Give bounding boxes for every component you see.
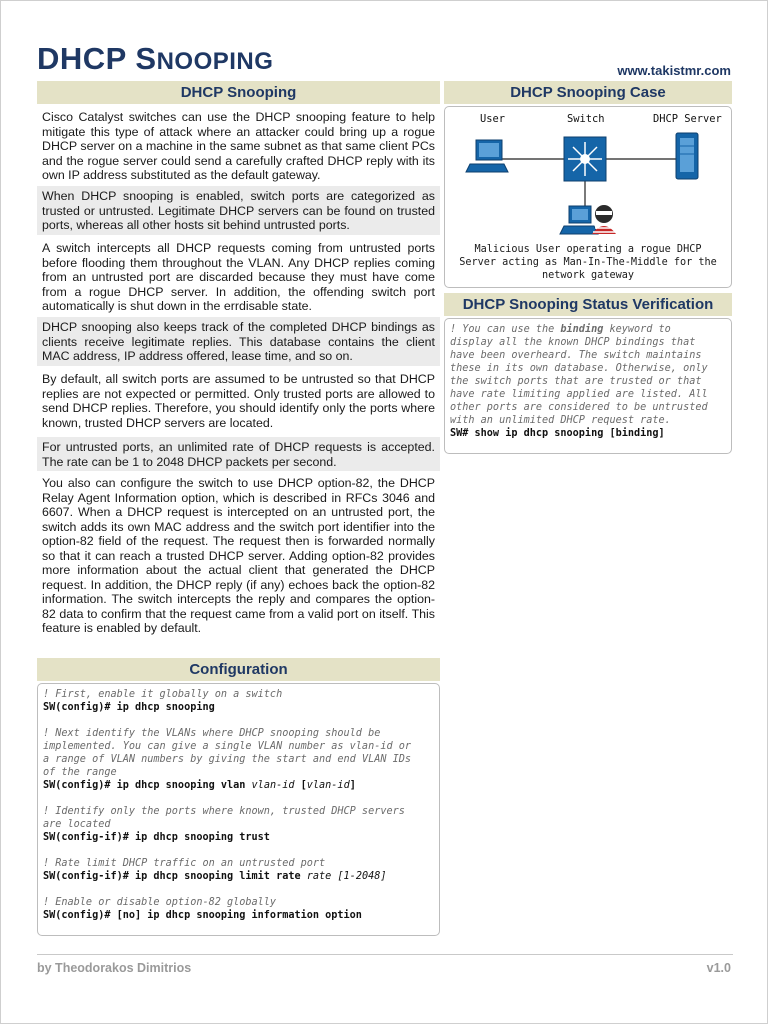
paragraph-rate: For untrusted ports, an unlimited rate of DHCP requests is accepted. The rate can be 1 to 2048 DHCP packets per second. <box>37 437 440 471</box>
config-line-enable: SW(config)# ip dhcp snooping <box>43 702 215 713</box>
paragraph-option82: You also can configure the switch to use DHCP option-82, the DHCP Relay Agent Information option, which is described in RFCs 3046 and 6607. When a DHCP request is intercepted on an untrusted port, the switch adds its own MAC address and the switch port identifier into the option-82 field of the request. The request then is forwarded normally so that it can reach a trusted DHCP server. Adding option-82 provides more information about the actual client that generated the DHCP request. In addition, the DHCP reply (if any) echoes back the option-82 information. The switch intercepts the reply and compares the option-82 data to confirm that the request came from a valid port on itself. This feature is enabled by default. <box>42 476 435 635</box>
verification-command: SW# show ip dhcp snooping [binding] <box>450 428 665 439</box>
config-code-box: ! First, enable it globally on a switch SW(config)# ip dhcp snooping ! Next identify the VLANs where DHCP snooping should be implemented. You can give a single VLAN number as vlan-id or a range of VLAN numbers by giving the start and end VLAN IDs of the range SW(config)# ip dhcp snooping vlan vlan-id [vlan-id] ! Identify only the ports where known, trusted DHCP servers are located SW(config-if)# ip dhcp snooping trust ! Rate limit DHCP traffic on an untrusted port SW(config-if)# ip dhcp snooping limit rate rate [1-2048] ! Enable or disable option-82 globally SW(config)# [no] ip dhcp snooping information option <box>37 683 440 936</box>
label-dhcp-server: DHCP Server <box>653 113 722 125</box>
config-line-vlan: SW(config)# ip dhcp snooping vlan vlan-id [vlan-id] <box>43 780 356 791</box>
paragraph-intro: Cisco Catalyst switches can use the DHCP snooping feature to help mitigate this type of attack where an attacker could bring up a rogue DHCP server on a machine in the same subnet as that same client PCs and the rogue server could send a carefully crafted DHCP reply with its own IP address substituted as the default gateway. <box>42 110 435 182</box>
site-url[interactable]: www.takistmr.com <box>617 63 731 78</box>
network-diagram <box>444 106 732 241</box>
label-switch: Switch <box>567 113 605 125</box>
user-pc-icon <box>466 140 508 172</box>
paragraph-intercepts: A switch intercepts all DHCP requests coming from untrusted ports before flooding them throughout the VLAN. Any DHCP replies coming from an untrusted port are discarded because they must have come from a rogue DHCP server. In addition, the offending switch port automatically is shut down in the errdisable state. <box>42 241 435 313</box>
diagram-caption: Malicious User operating a rogue DHCP Server acting as Man-In-The-Middle for the network gateway <box>459 244 717 281</box>
page-title: DHCP SNOOPING <box>37 41 274 76</box>
section-header-case: DHCP Snooping Case <box>444 81 732 104</box>
config-line-trust: SW(config-if)# ip dhcp snooping trust <box>43 832 270 843</box>
config-line-option82: SW(config)# [no] ip dhcp snooping information option <box>43 910 362 921</box>
dhcp-server-icon <box>676 133 698 179</box>
footer-divider <box>37 954 733 955</box>
paragraph-bindings: DHCP snooping also keeps track of the completed DHCP bindings as clients receive legitimate replies. This database contains the client MAC address, IP address offered, lease time, and so on. <box>37 317 440 366</box>
section-header-dhcp-snooping: DHCP Snooping <box>37 81 440 104</box>
paragraph-trusted: When DHCP snooping is enabled, switch ports are categorized as trusted or untrusted. Legitimate DHCP servers can be found on trusted ports, whereas all other hosts sit behind untrusted ports. <box>37 186 440 235</box>
footer-version: v1.0 <box>706 961 731 975</box>
verification-code-box: ! You can use the binding keyword to display all the known DHCP bindings that have been overheard. The switch maintains these in its own database. Otherwise, only the switch ports that are trusted or that have rate limiting applied are listed. All other ports are considered to be untrusted with an unlimited DHCP request rate. SW# show ip dhcp snooping [binding] <box>444 318 732 454</box>
footer-author: by Theodorakos Dimitrios <box>37 961 192 975</box>
malicious-user-icon <box>560 205 616 234</box>
label-user: User <box>480 113 506 125</box>
paragraph-default: By default, all switch ports are assumed to be untrusted so that DHCP replies are not expected or permitted. Only trusted ports are allowed to send DHCP replies. Therefore, you should identify only the ports where known, trusted DHCP servers are located. <box>42 372 435 430</box>
section-header-configuration: Configuration <box>37 658 440 681</box>
section-header-verification: DHCP Snooping Status Verification <box>444 293 732 316</box>
config-line-rate: SW(config-if)# ip dhcp snooping limit rate rate [1-2048] <box>43 871 387 882</box>
switch-icon <box>564 137 606 181</box>
